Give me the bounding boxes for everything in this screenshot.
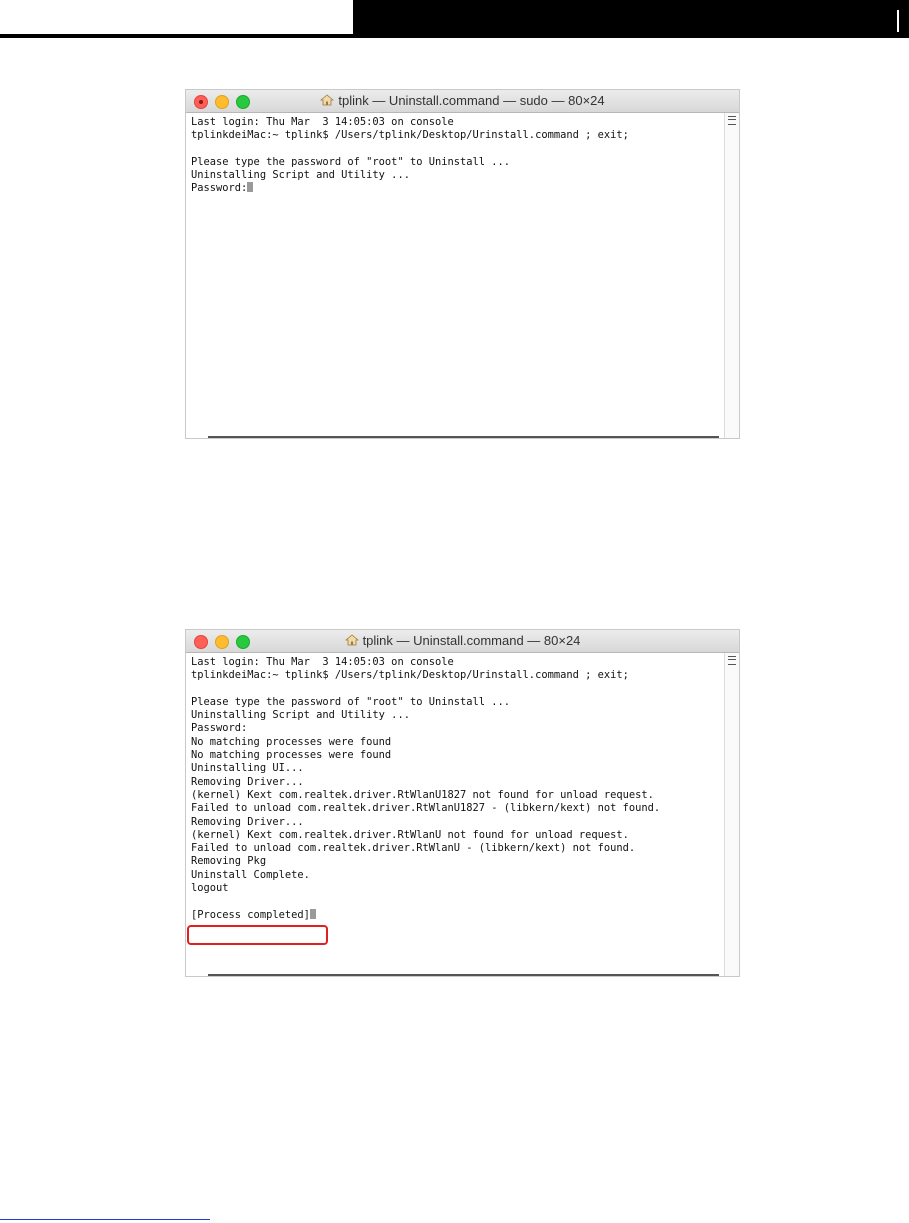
window-title [186, 633, 739, 648]
terminal-body[interactable] [186, 113, 739, 438]
terminal-line [191, 895, 719, 908]
terminal-line: tplinkdeiMac:~ tplink$ /Users/tplink/Desktop/Urinstall.command ; exit; [191, 129, 629, 142]
process-completed-text: [Process completed] [191, 908, 310, 921]
password-prompt-label: Password: [191, 182, 248, 195]
terminal-line: (kernel) Kext com.realtek.driver.RtWlanU not found for unload request. [191, 828, 629, 841]
terminal-line: tplinkdeiMac:~ tplink$ /Users/tplink/Desktop/Urinstall.command ; exit; [191, 669, 629, 682]
window-title [186, 93, 739, 108]
header-left-segment [0, 0, 353, 38]
footer-link-underline[interactable] [0, 1219, 210, 1220]
split-pane-icon[interactable] [728, 656, 736, 665]
window-titlebar[interactable] [186, 90, 739, 113]
horizontal-scrollbar-line [208, 436, 719, 438]
terminal-line: Removing Driver... [191, 815, 304, 828]
terminal-line: Uninstalling Script and Utility ... [191, 169, 410, 182]
process-completed-highlight-box [187, 925, 328, 945]
window-titlebar[interactable] [186, 630, 739, 653]
horizontal-scrollbar-line [208, 974, 719, 976]
vertical-scrollbar[interactable] [724, 653, 739, 976]
terminal-line: Password: [191, 722, 248, 735]
home-folder-icon [320, 94, 334, 106]
terminal-line: Please type the password of "root" to Uninstall ... [191, 695, 511, 708]
vertical-scrollbar[interactable] [724, 113, 739, 438]
home-folder-icon [345, 634, 359, 646]
terminal-line [191, 143, 719, 156]
terminal-line [191, 683, 719, 696]
terminal-line: Failed to unload com.realtek.driver.RtWlanU - (libkern/kext) not found. [191, 842, 636, 855]
terminal-line: No matching processes were found [191, 749, 392, 762]
terminal-output[interactable] [191, 656, 719, 922]
terminal-line: (kernel) Kext com.realtek.driver.RtWlanU1827 not found for unload request. [191, 788, 654, 801]
terminal-output[interactable] [191, 116, 719, 196]
terminal-window-uninstall-complete[interactable] [186, 630, 739, 976]
text-cursor [310, 909, 316, 919]
terminal-window-password-prompt[interactable] [186, 90, 739, 438]
window-title-text: tplink — Uninstall.command — 80×24 [362, 633, 581, 648]
terminal-line: Uninstall Complete. [191, 868, 310, 881]
terminal-line: Last login: Thu Mar 3 14:05:03 on console [191, 116, 454, 128]
terminal-line: No matching processes were found [191, 735, 392, 748]
header-divider [897, 10, 899, 32]
terminal-line: Last login: Thu Mar 3 14:05:03 on console [191, 656, 454, 668]
terminal-line: Please type the password of "root" to Uninstall ... [191, 155, 511, 168]
terminal-line: Removing Driver... [191, 775, 304, 788]
terminal-line: logout [191, 882, 229, 895]
terminal-body[interactable] [186, 653, 739, 976]
terminal-line: Uninstalling UI... [191, 762, 304, 775]
terminal-line: Uninstalling Script and Utility ... [191, 709, 410, 722]
terminal-line: Removing Pkg [191, 855, 267, 868]
process-completed-line [191, 909, 719, 922]
header-right-segment [353, 0, 909, 38]
split-pane-icon[interactable] [728, 116, 736, 125]
text-cursor [247, 182, 253, 192]
page-header-band [0, 0, 909, 38]
password-prompt-line[interactable] [191, 182, 719, 195]
terminal-line: Failed to unload com.realtek.driver.RtWlanU1827 - (libkern/kext) not found. [191, 802, 661, 815]
window-title-text: tplink — Uninstall.command — sudo — 80×24 [338, 93, 605, 108]
